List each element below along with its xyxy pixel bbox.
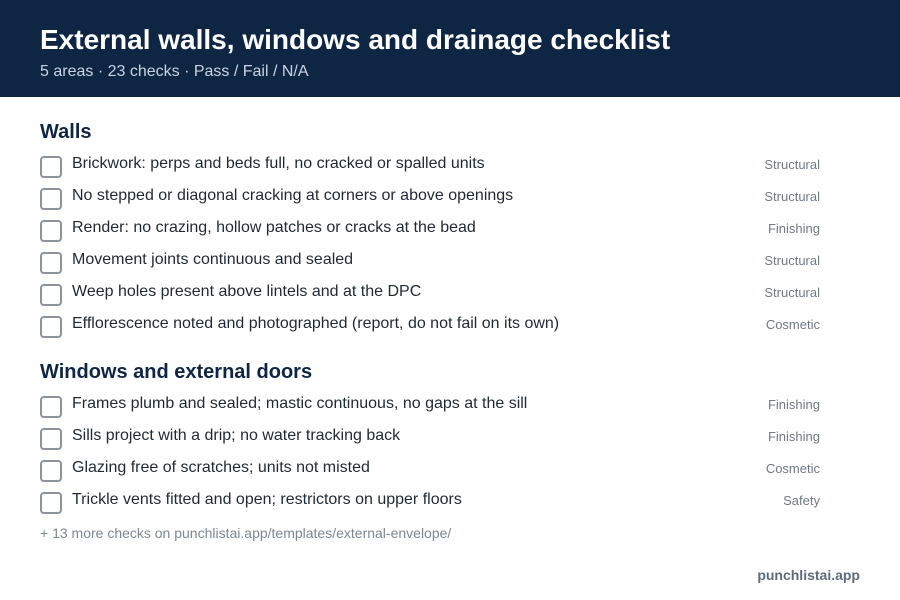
checkbox[interactable]	[40, 396, 62, 418]
checklist-item-label: Trickle vents fitted and open; restrictors on upper floors	[72, 491, 462, 508]
checklist-item-label: Glazing free of scratches; units not misted	[72, 459, 370, 476]
checkbox[interactable]	[40, 156, 62, 178]
checklist-item-label: Frames plumb and sealed; mastic continuous, no gaps at the sill	[72, 395, 528, 412]
category-tag: Cosmetic	[765, 461, 820, 476]
checklist-item	[40, 490, 820, 522]
category-tag: Finishing	[767, 221, 820, 236]
checkbox[interactable]	[40, 252, 62, 274]
section-title-walls: Walls	[40, 121, 92, 143]
checklist-item-label: Weep holes present above lintels and at the DPC	[72, 283, 422, 300]
checklist-item	[40, 394, 820, 426]
category-tag: Safety	[783, 493, 820, 508]
checklist-item-label: Movement joints continuous and sealed	[72, 251, 354, 268]
section-title-windows: Windows and external doors	[40, 361, 313, 383]
checklist-item	[40, 458, 820, 490]
page-subtitle: 5 areas · 23 checks · Pass / Fail / N/A	[40, 63, 309, 80]
checklist-item-label: No stepped or diagonal cracking at corners or above openings	[72, 187, 514, 204]
category-tag: Structural	[764, 157, 820, 172]
checklist-item-label: Efflorescence noted and photographed (report, do not fail on its own)	[72, 315, 560, 332]
checkbox[interactable]	[40, 428, 62, 450]
checkbox[interactable]	[40, 188, 62, 210]
category-tag: Structural	[764, 189, 820, 204]
checkbox[interactable]	[40, 220, 62, 242]
checkbox[interactable]	[40, 284, 62, 306]
checkbox[interactable]	[40, 460, 62, 482]
checklist-item-label: Render: no crazing, hollow patches or cracks at the bead	[72, 219, 476, 236]
category-tag: Structural	[764, 285, 820, 300]
checklist-item	[40, 282, 820, 314]
category-tag: Finishing	[767, 397, 820, 412]
checklist-item	[40, 154, 820, 186]
checklist-item	[40, 186, 820, 218]
checklist-item	[40, 218, 820, 250]
category-tag: Cosmetic	[765, 317, 820, 332]
checkbox[interactable]	[40, 492, 62, 514]
checkbox[interactable]	[40, 316, 62, 338]
checklist-item-label: Sills project with a drip; no water tracking back	[72, 427, 401, 444]
checklist-item	[40, 426, 820, 458]
brand-wordmark: punchlistai.app	[757, 567, 860, 583]
page-header	[0, 0, 900, 97]
page-title: External walls, windows and drainage checklist	[40, 24, 671, 55]
checklist-item-label: Brickwork: perps and beds full, no cracked or spalled units	[72, 155, 485, 172]
checklist-item	[40, 314, 820, 346]
category-tag: Structural	[764, 253, 820, 268]
checklist-item	[40, 250, 820, 282]
more-checks-link[interactable]: + 13 more checks on punchlistai.app/templates/external-envelope/	[40, 525, 452, 541]
category-tag: Finishing	[767, 429, 820, 444]
